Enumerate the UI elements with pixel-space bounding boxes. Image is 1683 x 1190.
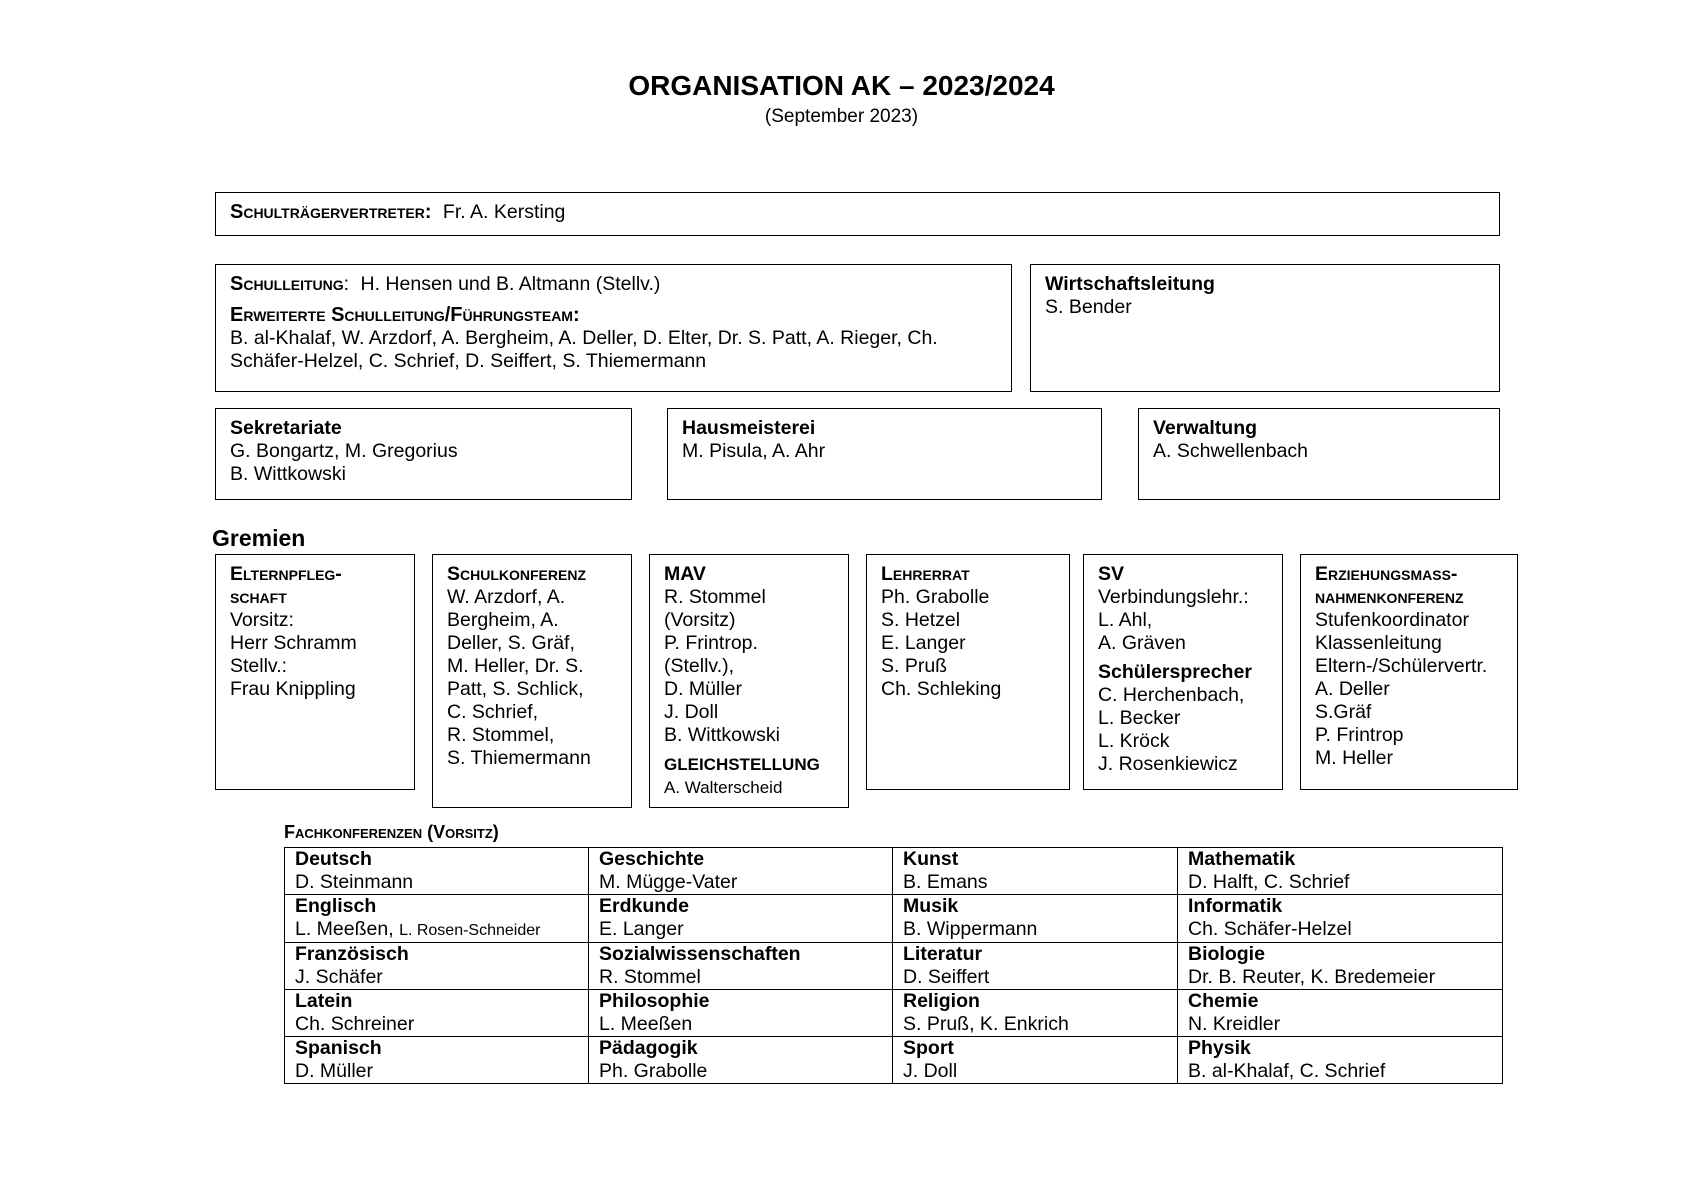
elternpflegschaft-title: schaft — [230, 586, 287, 608]
subject-name: Pädagogik — [599, 1037, 698, 1059]
subject-chair: D. Müller — [295, 1060, 374, 1082]
mav-line: R. Stommel — [664, 586, 766, 608]
subject-name: Chemie — [1188, 990, 1259, 1012]
table-cell — [1178, 895, 1503, 943]
subject-chair: N. Kreidler — [1188, 1013, 1281, 1035]
erziehung-title: nahmenkonferenz — [1315, 586, 1464, 608]
table-cell — [285, 943, 589, 990]
subject-name: Informatik — [1188, 895, 1283, 917]
erziehung-line: A. Deller — [1315, 678, 1390, 700]
mav-line: J. Doll — [664, 701, 719, 723]
lehrerrat-title: Lehrerrat — [881, 563, 970, 585]
gleichstellung-value: A. Walterscheid — [664, 778, 783, 797]
elternpflegschaft-title: Elternpfleg- — [230, 563, 342, 585]
subject-chair: L. Meeßen — [599, 1013, 693, 1035]
mav-box — [649, 554, 849, 808]
subject-chair: D. Steinmann — [295, 871, 414, 893]
schulkonferenz-line: W. Arzdorf, A. — [447, 586, 566, 608]
table-cell — [285, 1037, 589, 1084]
schulkonferenz-line: C. Schrief, — [447, 701, 539, 723]
elternpflegschaft-line: Vorsitz: — [230, 609, 294, 631]
table-cell — [285, 848, 589, 895]
erziehungsmassnahmenkonferenz-box — [1300, 554, 1518, 790]
schulkonferenz-title: Schulkonferenz — [447, 563, 586, 585]
lehrerrat-line: Ph. Grabolle — [881, 586, 990, 608]
wirtschaftsleitung-title: Wirtschaftsleitung — [1045, 273, 1215, 295]
subject-name: Biologie — [1188, 943, 1265, 965]
schulleitung-label: Schulleitung — [230, 273, 344, 295]
table-cell — [589, 895, 893, 943]
subject-chair: E. Langer — [599, 918, 684, 940]
elternpflegschaft-line: Stellv.: — [230, 655, 288, 677]
subject-name: Geschichte — [599, 848, 705, 870]
subject-chair: L. Meeßen, — [295, 918, 394, 940]
erziehung-line: P. Frintrop — [1315, 724, 1404, 746]
sv-box — [1083, 554, 1283, 790]
page-subtitle: (September 2023) — [764, 106, 919, 127]
subject-chair: Dr. B. Reuter, K. Bredemeier — [1188, 966, 1436, 988]
subject-name: Sozialwissenschaften — [599, 943, 801, 965]
table-row — [285, 848, 1503, 895]
schulleitung-box — [215, 264, 1012, 392]
subject-chair: B. Wippermann — [903, 918, 1038, 940]
lehrerrat-line: Ch. Schleking — [881, 678, 1002, 700]
fachkonferenzen-caption: Fachkonferenzen (Vorsitz) — [284, 822, 499, 842]
mav-line: (Stellv.), — [664, 655, 735, 677]
schulkonferenz-line: R. Stommel, — [447, 724, 555, 746]
schulkonferenz-line: M. Heller, Dr. S. — [447, 655, 584, 677]
gleichstellung-title: GLEICHSTELLUNG — [664, 755, 820, 774]
subject-name: Französisch — [295, 943, 409, 965]
subject-name: Spanisch — [295, 1037, 382, 1059]
erziehung-line: Eltern-/Schülervertr. — [1315, 655, 1488, 677]
table-row — [285, 943, 1503, 990]
schuelersprecher-line: L. Becker — [1098, 707, 1181, 729]
subject-name: Mathematik — [1188, 848, 1296, 870]
mav-title: MAV — [664, 563, 706, 585]
verwaltung-value: A. Schwellenbach — [1153, 440, 1309, 462]
schuelersprecher-line: C. Herchenbach, — [1098, 684, 1245, 706]
subject-name: Literatur — [903, 943, 983, 965]
subject-chair: M. Mügge-Vater — [599, 871, 738, 893]
subject-name: Latein — [295, 990, 353, 1012]
schulleitung-value: H. Hensen und B. Altmann (Stellv.) — [360, 273, 661, 295]
schultraeger-box — [215, 192, 1500, 236]
wirtschaftsleitung-value: S. Bender — [1045, 296, 1132, 318]
subject-chair: J. Doll — [903, 1060, 958, 1082]
erziehung-title: Erziehungsmaß- — [1315, 563, 1458, 585]
subject-name: Deutsch — [295, 848, 372, 870]
schulkonferenz-box — [432, 554, 632, 808]
mav-line: B. Wittkowski — [664, 724, 780, 746]
erziehung-line: Stufenkoordinator — [1315, 609, 1469, 631]
hausmeisterei-value: M. Pisula, A. Ahr — [682, 440, 826, 462]
subject-chair: B. al-Khalaf, C. Schrief — [1188, 1060, 1386, 1082]
table-cell — [1178, 848, 1503, 895]
table-cell — [1178, 1037, 1503, 1084]
subject-chair: Ch. Schreiner — [295, 1013, 415, 1035]
subject-chair: R. Stommel — [599, 966, 701, 988]
table-cell — [589, 943, 893, 990]
table-cell — [893, 895, 1178, 943]
verwaltung-title: Verwaltung — [1153, 417, 1258, 439]
gremien-title: Gremien — [212, 525, 306, 551]
sv-title: SV — [1098, 563, 1125, 585]
table-cell — [893, 990, 1178, 1037]
subject-name: Kunst — [903, 848, 959, 870]
page-title: ORGANISATION AK – 2023/2024 — [628, 70, 1055, 101]
subject-chair: Ch. Schäfer-Helzel — [1188, 918, 1352, 940]
sv-line: Verbindungslehr.: — [1098, 586, 1249, 608]
schuelersprecher-line: J. Rosenkiewicz — [1098, 753, 1238, 775]
subject-name: Physik — [1188, 1037, 1251, 1059]
sekretariate-box — [215, 408, 632, 500]
hausmeisterei-box — [667, 408, 1102, 500]
verwaltung-box — [1138, 408, 1500, 500]
erziehung-line: Klassenleitung — [1315, 632, 1442, 654]
sekretariate-line: G. Bongartz, M. Gregorius — [230, 440, 458, 462]
subject-chair: D. Seiffert — [903, 966, 990, 988]
erziehung-line: S.Gräf — [1315, 701, 1372, 723]
wirtschaftsleitung-box — [1030, 264, 1500, 392]
fachkonferenzen-table — [284, 847, 1503, 1084]
table-cell — [589, 848, 893, 895]
schulkonferenz-line: Bergheim, A. — [447, 609, 559, 631]
schultraeger-value: Fr. A. Kersting — [442, 201, 566, 223]
table-cell — [285, 990, 589, 1037]
table-cell — [893, 848, 1178, 895]
erweiterte-schulleitung-line: Schäfer-Helzel, C. Schrief, D. Seiffert, S. Thiemermann — [230, 350, 707, 372]
schulleitung-label-sep: : — [343, 273, 350, 295]
subject-chair: Ph. Grabolle — [599, 1060, 708, 1082]
sv-line: L. Ahl, — [1098, 609, 1153, 631]
elternpflegschaft-line: Frau Knippling — [230, 678, 356, 700]
sekretariate-title: Sekretariate — [230, 417, 342, 439]
lehrerrat-line: E. Langer — [881, 632, 966, 654]
lehrerrat-line: S. Hetzel — [881, 609, 961, 631]
table-cell — [285, 895, 589, 943]
subject-chair: D. Halft, C. Schrief — [1188, 871, 1350, 893]
schultraeger-label: Schulträgervertreter: — [230, 201, 432, 223]
subject-name: Religion — [903, 990, 980, 1012]
schulkonferenz-line: Deller, S. Gräf, — [447, 632, 575, 654]
table-cell — [1178, 990, 1503, 1037]
subject-name: Musik — [903, 895, 959, 917]
table-cell — [893, 943, 1178, 990]
elternpflegschaft-line: Herr Schramm — [230, 632, 357, 654]
table-cell — [893, 1037, 1178, 1084]
hausmeisterei-title: Hausmeisterei — [682, 417, 816, 439]
erziehung-line: M. Heller — [1315, 747, 1394, 769]
schuelersprecher-line: L. Kröck — [1098, 730, 1170, 752]
sekretariate-line: B. Wittkowski — [230, 463, 346, 485]
table-row — [285, 895, 1503, 943]
mav-line: (Vorsitz) — [664, 609, 736, 631]
table-row — [285, 990, 1503, 1037]
table-cell — [589, 1037, 893, 1084]
subject-chair-extra: L. Rosen-Schneider — [399, 922, 541, 939]
erweiterte-schulleitung-label: Erweiterte Schulleitung/Führungsteam: — [230, 304, 580, 326]
subject-name: Englisch — [295, 895, 377, 917]
table-row — [285, 1037, 1503, 1084]
schuelersprecher-title: Schülersprecher — [1098, 661, 1252, 683]
lehrerrat-line: S. Pruß — [881, 655, 948, 677]
erweiterte-schulleitung-line: B. al-Khalaf, W. Arzdorf, A. Bergheim, A. Deller, D. Elter, Dr. S. Patt, A. Rieger, Ch. — [230, 327, 938, 349]
table-cell — [589, 990, 893, 1037]
elternpflegschaft-box — [215, 554, 415, 790]
subject-chair: J. Schäfer — [295, 966, 383, 988]
sv-line: A. Gräven — [1098, 632, 1186, 654]
subject-name: Philosophie — [599, 990, 710, 1012]
schulkonferenz-line: Patt, S. Schlick, — [447, 678, 584, 700]
subject-name: Erdkunde — [599, 895, 689, 917]
subject-chair: S. Pruß, K. Enkrich — [903, 1013, 1069, 1035]
mav-line: P. Frintrop. — [664, 632, 758, 654]
lehrerrat-box — [866, 554, 1070, 790]
subject-name: Sport — [903, 1037, 954, 1059]
subject-chair: B. Emans — [903, 871, 988, 893]
mav-line: D. Müller — [664, 678, 743, 700]
table-cell — [1178, 943, 1503, 990]
schulkonferenz-line: S. Thiemermann — [447, 747, 591, 769]
subject-chair-line — [295, 918, 578, 942]
